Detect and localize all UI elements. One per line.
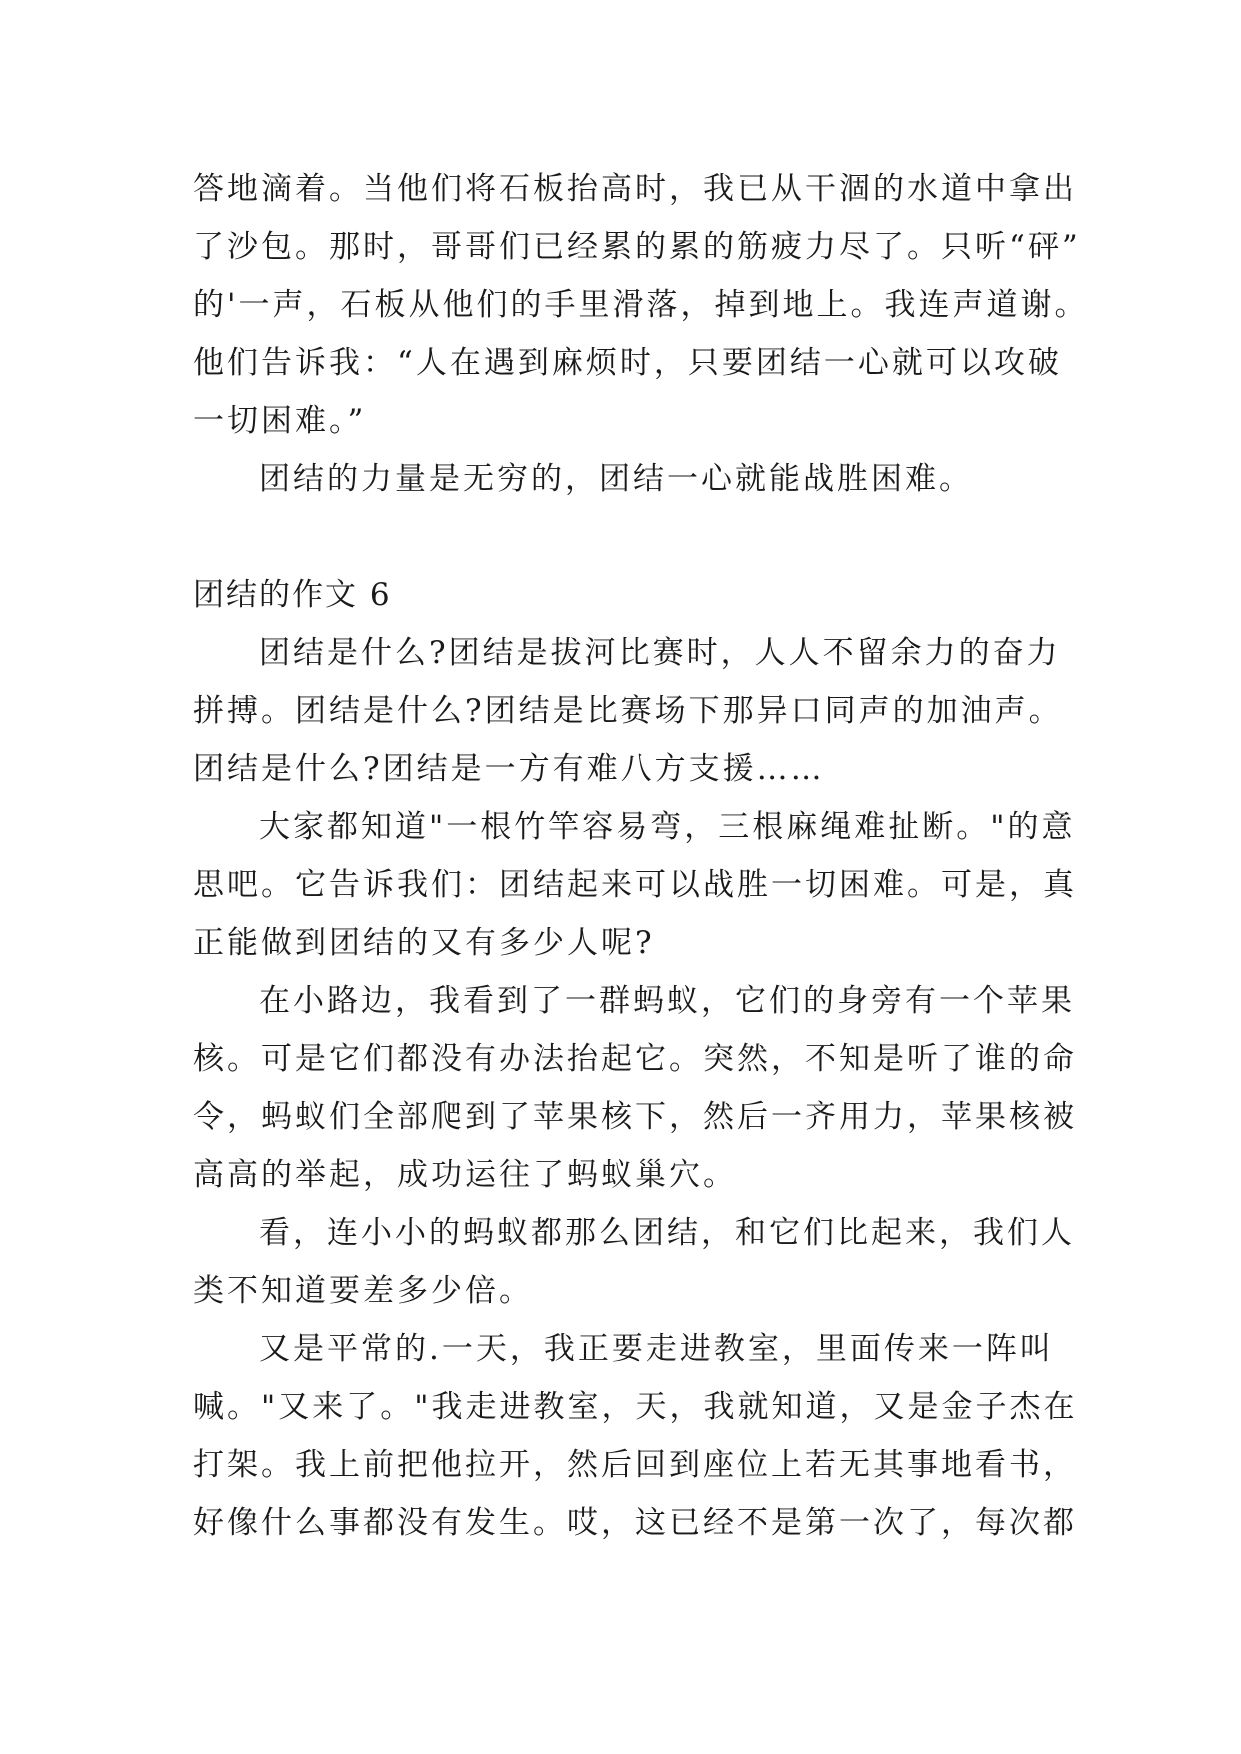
- text-line: 又是平常的.一天，我正要走进教室，里面传来一阵叫: [259, 1331, 1054, 1367]
- essay-text: [193, 160, 1089, 1552]
- text-line: 他们告诉我：“人在遇到麻烦时，只要团结一心就可以攻破: [193, 345, 1062, 381]
- section-title: 团结的作文 6: [193, 577, 392, 613]
- text-line: 好像什么事都没有发生。哎，这已经不是第一次了，每次都: [193, 1505, 1077, 1541]
- text-line: 一切困难。”: [193, 403, 367, 439]
- text-line: 在小路边，我看到了一群蚂蚁，它们的身旁有一个苹果: [259, 983, 1075, 1019]
- text-line: 打架。我上前把他拉开，然后回到座位上若无其事地看书，: [193, 1447, 1077, 1483]
- text-line: 团结是什么?团结是一方有难八方支援……: [193, 751, 825, 787]
- text-line: 团结是什么?团结是拔河比赛时，人人不留余力的奋力: [259, 635, 1061, 671]
- text-line: 正能做到团结的又有多少人呢?: [193, 925, 655, 961]
- text-line: 思吧。它告诉我们：团结起来可以战胜一切困难。可是，真: [193, 867, 1077, 903]
- paragraph-gap: [193, 508, 1073, 566]
- text-line: 核。可是它们都没有办法抬起它。突然，不知是听了谁的命: [193, 1041, 1077, 1077]
- text-line: 喊。"又来了。"我走进教室，天，我就知道，又是金子杰在: [193, 1389, 1078, 1425]
- text-line: 令，蚂蚁们全部爬到了苹果核下，然后一齐用力，苹果核被: [193, 1099, 1077, 1135]
- text-line: 类不知道要差多少倍。: [193, 1273, 533, 1309]
- text-line: 的'一声，石板从他们的手里滑落，掉到地上。我连声道谢。: [193, 287, 1089, 323]
- text-line: 了沙包。那时，哥哥们已经累的累的筋疲力尽了。只听“砰”: [193, 229, 1081, 265]
- text-line: 大家都知道"一根竹竿容易弯，三根麻绳难扯断。"的意: [259, 809, 1076, 845]
- text-line: 高高的举起，成功运往了蚂蚁巢穴。: [193, 1157, 737, 1193]
- text-line: 拼搏。团结是什么?团结是比赛场下那异口同声的加油声。: [193, 693, 1063, 729]
- text-line: 团结的力量是无穷的，团结一心就能战胜困难。: [259, 461, 973, 497]
- text-line: 看，连小小的蚂蚁都那么团结，和它们比起来，我们人: [259, 1215, 1075, 1251]
- text-line: 答地滴着。当他们将石板抬高时，我已从干涸的水道中拿出: [193, 171, 1077, 207]
